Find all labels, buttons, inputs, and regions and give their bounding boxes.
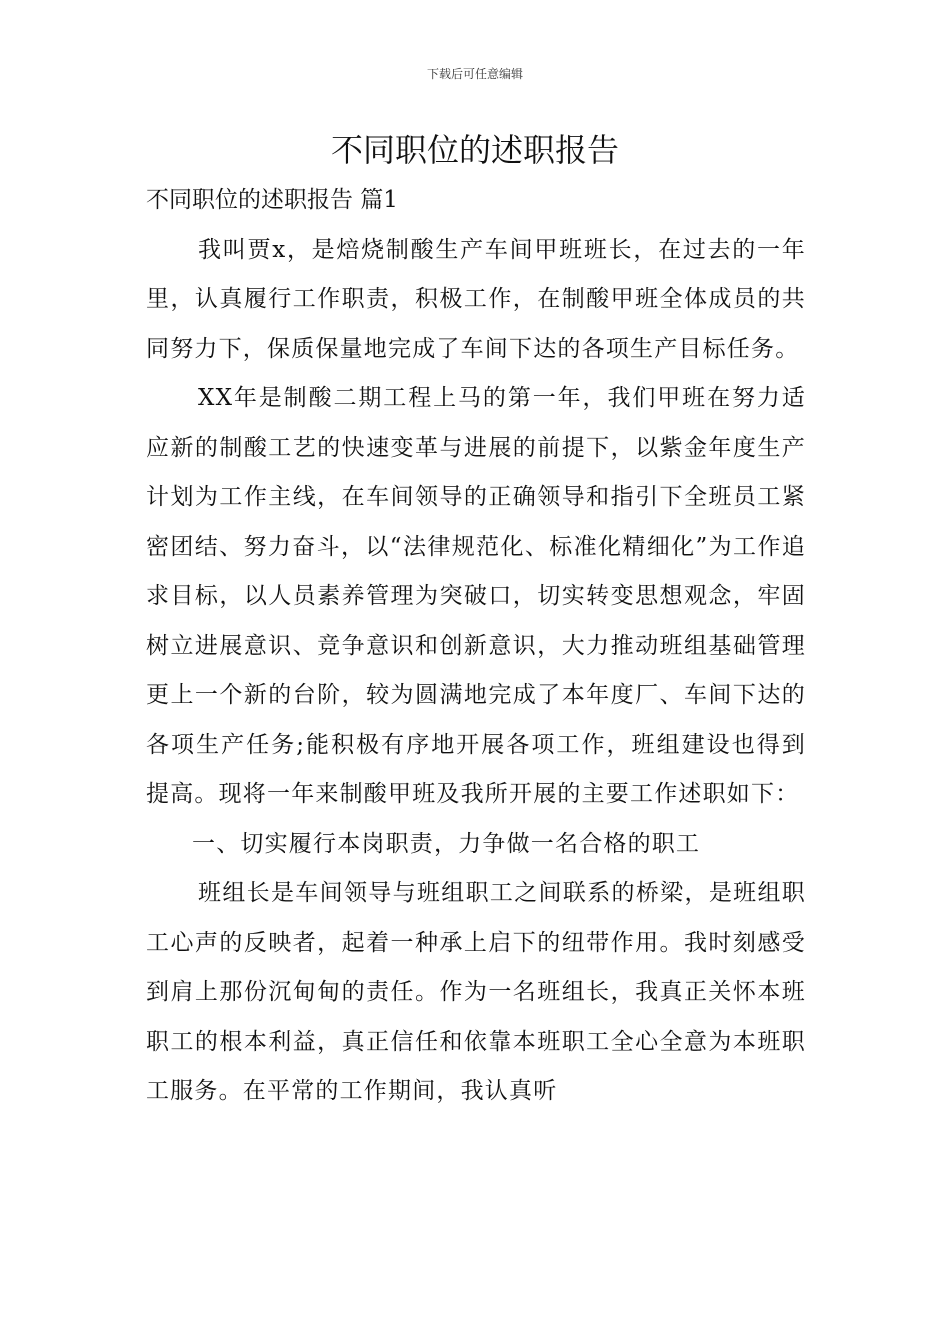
document-title: 不同职位的述职报告 — [330, 131, 619, 169]
paragraph-overview: XX年是制酸二期工程上马的第一年，我们甲班在努力适应新的制酸工艺的快速变革与进展的前提下，以紫金年度生产计划为工作主线，在车间领导的正确领导和指引下全班员工紧密团结、努力奋斗，以“法律规范化、标准化精细化”为工作追求目标，以人员素养管理为突破口，切实转变思想观念，牢固树立进展意识、竞争意识和创新意识，大力推动班组基础管理更上一个新的台阶，较为圆满地完成了本年度厂、车间下达的各项生产任务;能积极有序地开展各项工作，班组建设也得到提高。现将一年来制酸甲班及我所开展的主要工作述职如下： — [146, 385, 806, 807]
paragraph-duties: 班组长是车间领导与班组职工之间联系的桥梁，是班组职工心声的反映者，起着一种承上启下的纽带作用。我时刻感受到肩上那份沉甸甸的责任。作为一名班组长，我真正关怀本班职工的根本利益，真正信任和依靠本班职工全心全意为本班职工服务。在平常的工作期间，我认真听 — [146, 880, 806, 1104]
section-heading-1: 一、切实履行本岗职责，力争做一名合格的职工 — [192, 830, 701, 857]
document-body — [146, 176, 806, 1117]
header-note: 下载后可任意编辑 — [426, 67, 523, 81]
paragraph-intro: 我叫贾x，是焙烧制酸生产车间甲班班长，在过去的一年里，认真履行工作职责，积极工作，在制酸甲班全体成员的共同努力下，保质保量地完成了车间下达的各项生产目标任务。 — [146, 236, 806, 362]
section-subtitle: 不同职位的述职报告 篇1 — [146, 187, 398, 213]
